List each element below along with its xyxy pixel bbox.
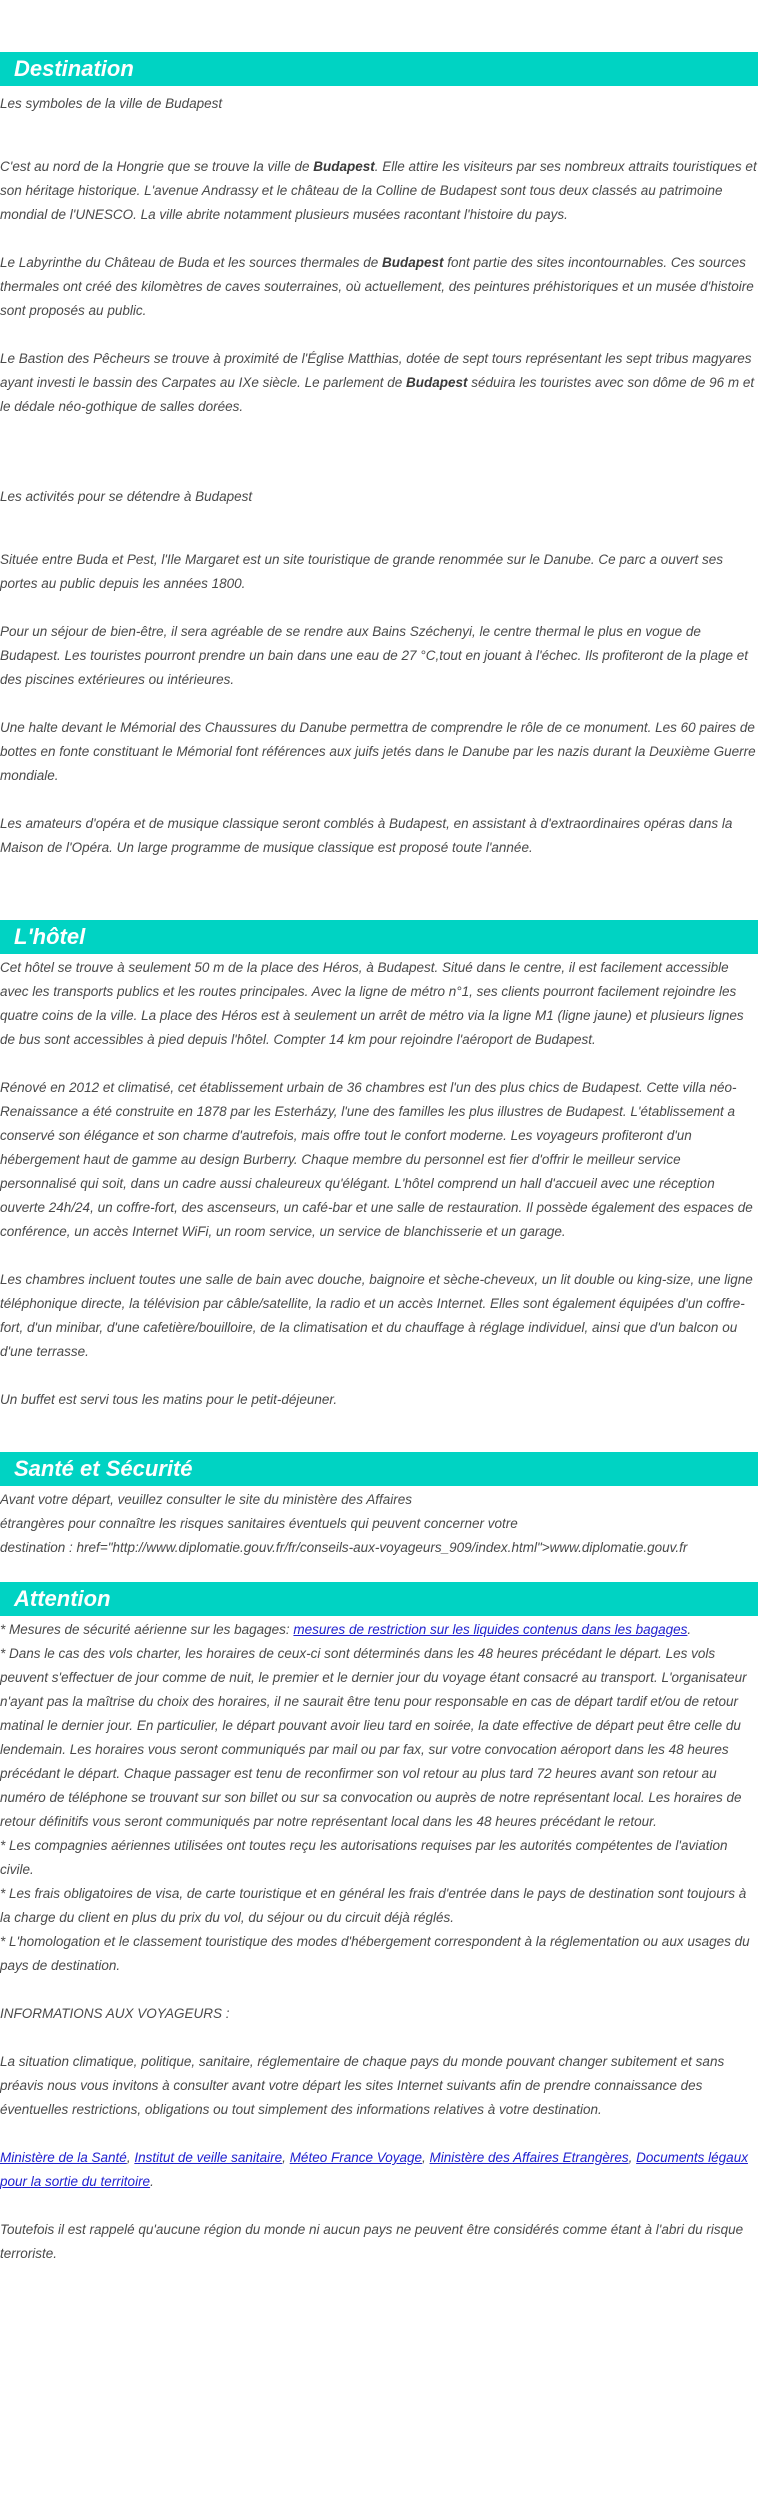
official-links: Ministère de la Santé, Institut de veille sanitaire, Méteo France Voyage, Ministère des Affaires Etrangères, Documents légaux pour la sortie du territoire. xyxy=(0,2150,748,2189)
destination-subtitle: Les symboles de la ville de Budapest xyxy=(0,96,223,111)
hotel-paragraph-1: Cet hôtel se trouve à seulement 50 m de la place des Héros, à Budapest. Situé dans le centre, il est facilement accessible avec les transports publics et les routes principales. Avec la ligne de métro n°1, ses clients pourront facilement rejoindre les quatre coins de la ville. La place des Héros est à seulement un arrêt de métro via la ligne M1 (ligne jaune) et plusieurs lignes de bus sont accessibles à pied depuis l'hôtel. Compter 14 km pour rejoindre l'aéroport de Budapest. xyxy=(0,960,744,1047)
attention-bullet-2: * Dans le cas des vols charter, les horaires de ceux-ci sont déterminés dans les 48 heures précédant le départ. Les vols peuvent s'effectuer de jour comme de nuit, le premier et le dernier jour du voyage étant consacré au transport. L'organisateur n'ayant pas la maîtrise du choix des horaires, il ne saurait être tenu pour responsable en cas de départ tardif et/ou de retour matinal le dernier jour. En particulier, le départ pouvant avoir lieu tard en soirée, la date effective de départ peut être celle du lendemain. Les horaires vous seront communiqués par mail ou par fax, sur votre convocation aéroport dans les 48 heures précédant le départ. Chaque passager est tenu de reconfirmer son vol retour au plus tard 72 heures avant son retour au numéro de téléphone se trouvant sur son billet ou sur sa convocation ou auprès de notre représentant local. Les horaires de retour définitifs vous seront communiqués par notre représentant local dans les 48 heures précédant le retour. xyxy=(0,1646,747,1829)
activities-subtitle: Les activités pour se détendre à Budapest xyxy=(0,489,253,504)
liquids-restriction-link[interactable]: mesures de restriction sur les liquides contenus dans les bagages xyxy=(293,1622,688,1637)
hotel-heading: L'hôtel xyxy=(0,920,758,954)
link-documents-legaux[interactable]: Documents légaux pour la sortie du territoire xyxy=(0,2150,748,2189)
hotel-paragraph-3: Les chambres incluent toutes une salle de bain avec douche, baignoire et sèche-cheveux, un lit double ou king-size, une ligne téléphonique directe, la télévision par câble/satellite, la radio et un accès Internet. Elles sont également équipées d'un coffre-fort, d'un minibar, d'une cafetière/bouilloire, de la climatisation et du chauffage à réglage individuel, ainsi que d'un balcon ou d'une terrasse. xyxy=(0,1272,753,1359)
hotel-paragraph-2: Rénové en 2012 et climatisé, cet établissement urbain de 36 chambres est l'un des plus chics de Budapest. Cette villa néo-Renaissance a été construite en 1878 par les Esterházy, l'une des familles les plus illustres de Budapest. L'établissement a conservé son élégance et son charme d'autrefois, mais offre tout le confort moderne. Les voyageurs profiteront d'un hébergement haut de gamme au design Burberry. Chaque membre du personnel est fier d'offrir le meilleur service personnalisé qui soit, dans un cadre aussi chaleureux qu'élégant. L'hôtel comprend un hall d'accueil avec une réception ouverte 24h/24, un coffre-fort, des ascenseurs, un café-bar et une salle de restauration. Il possède également des espaces de conférence, un accès Internet WiFi, un room service, un service de blanchisserie et un garage. xyxy=(0,1080,753,1239)
attention-bullet-3: * Les compagnies aériennes utilisées ont toutes reçu les autorisations requises par les autorités compétentes de l'aviation civile. xyxy=(0,1838,728,1877)
link-ministere-sante[interactable]: Ministère de la Santé xyxy=(0,2150,127,2165)
health-safety-heading: Santé et Sécurité xyxy=(0,1452,758,1486)
health-line-3: destination : href="http://www.diplomatie.gouv.fr/fr/conseils-aux-voyageurs_909/index.html">www.diplomatie.gouv.fr xyxy=(0,1540,688,1555)
link-veille-sanitaire[interactable]: Institut de veille sanitaire xyxy=(134,2150,283,2165)
page xyxy=(0,52,758,2266)
health-line-1: Avant votre départ, veuillez consulter le site du ministère des Affaires xyxy=(0,1492,412,1507)
link-meteo-france[interactable]: Méteo France Voyage xyxy=(289,2150,423,2165)
destination-paragraph-2: Le Labyrinthe du Château de Buda et les sources thermales de Budapest font partie des sites incontournables. Ces sources thermales ont créé des kilomètres de caves souterraines, où actuellement, des peintures préhistoriques et un musée d'histoire sont proposés au public. xyxy=(0,255,754,318)
attention-heading: Attention xyxy=(0,1582,758,1616)
destination-heading: Destination xyxy=(0,52,758,86)
link-affaires-etrangeres[interactable]: Ministère des Affaires Etrangères xyxy=(429,2150,629,2165)
hotel-paragraph-4: Un buffet est servi tous les matins pour le petit-déjeuner. xyxy=(0,1392,338,1407)
activities-paragraph-4: Les amateurs d'opéra et de musique classique seront comblés à Budapest, en assistant à d'extraordinaires opéras dans la Maison de l'Opéra. Un large programme de musique classique est proposé toute l'année. xyxy=(0,816,733,855)
activities-paragraph-3: Une halte devant le Mémorial des Chaussures du Danube permettra de comprendre le rôle de ce monument. Les 60 paires de bottes en fonte constituant le Mémorial font références aux juifs jetés dans le Danube par les nazis durant la Deuxième Guerre mondiale. xyxy=(0,720,756,783)
attention-bullet-1: * Mesures de sécurité aérienne sur les bagages: mesures de restriction sur les liquides contenus dans les bagages. xyxy=(0,1622,692,1637)
destination-paragraph-3: Le Bastion des Pêcheurs se trouve à proximité de l'Église Matthias, dotée de sept tours représentant les sept tribus magyares ayant investi le bassin des Carpates au IXe siècle. Le parlement de Budapest séduira les touristes avec son dôme de 96 m et le dédale néo-gothique de salles dorées. xyxy=(0,351,755,414)
destination-paragraph-1: C'est au nord de la Hongrie que se trouve la ville de Budapest. Elle attire les visiteurs par ses nombreux attraits touristiques et son héritage historique. L'avenue Andrassy et le château de la Colline de Budapest sont tous deux classés au patrimoine mondial de l'UNESCO. La ville abrite notamment plusieurs musées racontant l'histoire du pays. xyxy=(0,159,757,222)
attention-bullet-4: * Les frais obligatoires de visa, de carte touristique et en général les frais d'entrée dans le pays de destination sont toujours à la charge du client en plus du prix du vol, du séjour ou du circuit déjà réglés. xyxy=(0,1886,747,1925)
traveler-info-paragraph: La situation climatique, politique, sanitaire, réglementaire de chaque pays du monde pouvant changer subitement et sans préavis nous vous invitons à consulter avant votre départ les sites Internet suivants afin de prendre connaissance des éventuelles restrictions, obligations ou tout simplement des informations relatives à votre destination. xyxy=(0,2054,725,2117)
activities-paragraph-2: Pour un séjour de bien-être, il sera agréable de se rendre aux Bains Széchenyi, le centre thermal le plus en vogue de Budapest. Les touristes pourront prendre un bain dans une eau de 27 °C,tout en jouant à l'échec. Ils profiteront de la plage et des piscines extérieures ou intérieures. xyxy=(0,624,748,687)
traveler-info-title: INFORMATIONS AUX VOYAGEURS : xyxy=(0,2006,230,2021)
health-line-2: étrangères pour connaître les risques sanitaires éventuels qui peuvent concerner votre xyxy=(0,1516,518,1531)
attention-bullet-5: * L'homologation et le classement touristique des modes d'hébergement correspondent à la réglementation ou aux usages du pays de destination. xyxy=(0,1934,750,1973)
activities-paragraph-1: Située entre Buda et Pest, l'Ile Margaret est un site touristique de grande renommée sur le Danube. Ce parc a ouvert ses portes au public depuis les années 1800. xyxy=(0,552,723,591)
terrorism-notice: Toutefois il est rappelé qu'aucune région du monde ni aucun pays ne peuvent être considérés comme étant à l'abri du risque terroriste. xyxy=(0,2222,744,2261)
